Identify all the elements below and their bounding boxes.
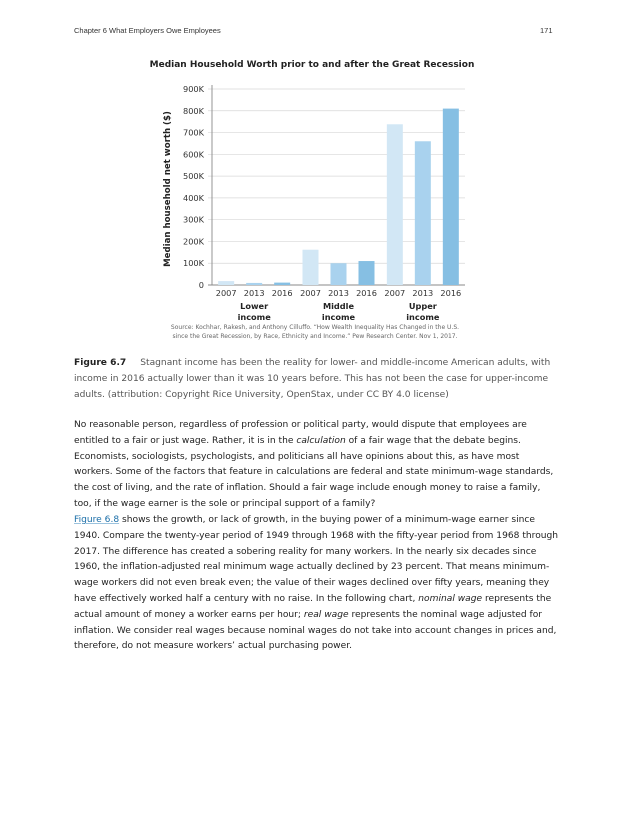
bar-upper-2013: [415, 141, 431, 285]
x-tick-label-middle-2016: 2016: [356, 288, 377, 298]
figure-6-7-chart: [150, 52, 490, 342]
paragraph2-part3: represents the nominal wage adjusted for inflation. We consider real wages because nominal wages do not take into account changes in prices and, therefore, do not measure workers’ actual purchasing power.: [74, 609, 557, 652]
y-tick-label-600K: 600K: [183, 149, 204, 160]
y-tick-label-800K: 800K: [183, 105, 204, 116]
y-tick-label-100K: 100K: [183, 258, 204, 269]
x-tick-label-lower-2013: 2013: [243, 288, 265, 298]
y-tick-label-900K: 900K: [183, 84, 204, 94]
chart-source-line2: since the Great Recession, by Race, Ethnicity and Income.” Pew Research Center. Nov 1, 2017.: [172, 333, 458, 340]
chart-title: Median Household Worth prior to and after the Great Recession: [150, 60, 475, 70]
figure-label: Figure 6.7: [74, 358, 127, 368]
bar-middle-2016: [359, 261, 375, 285]
bar-lower-2016: [274, 283, 290, 285]
paragraph2-part2: represents the actual amount of money a worker earns per hour;: [74, 593, 552, 620]
paragraph-fair-wage: [74, 418, 560, 513]
y-axis-label: Median household net worth ($): [163, 111, 173, 267]
paragraph2-part1: shows the growth, or lack of growth, in the buying power of a minimum-wage earner since 1940. Compare the twenty-year period of 1949 through 1968 with the fifty-year period from 1968 through 2017. The difference has created a sobering reality for many workers. In the nearly six decades since 1960, the inflation-adjusted real minimum wage actually declined by 23 percent. That means minimum-wage workers did not even break even; the value of their wages declined over fifty years, meaning they have effectively worked half a century with no raise. In the following chart,: [74, 515, 559, 604]
group-label-middle-line1: Middle: [322, 301, 355, 311]
figure-caption: [74, 355, 560, 403]
y-tick-label-0: 0: [198, 280, 204, 290]
y-tick-label-500K: 500K: [183, 171, 204, 182]
y-tick-label-300K: 300K: [183, 214, 204, 225]
x-tick-label-upper-2007: 2007: [384, 288, 406, 298]
y-tick-label-400K: 400K: [183, 192, 204, 203]
paragraph-minimum-wage: [74, 513, 560, 655]
group-label-middle-line2: income: [321, 312, 356, 322]
paragraph1-part2: of a fair wage that the debate begins. Economists, sociologists, psychologists, and politicians all have opinions about this, as have most workers. Some of the factors that feature in calculations are federal and state minimum-wage standards, the cost of living, and the rate of inflation. Should a fair wage include enough money to raise a family, too, if the wage earner is the sole or principal support of a family?: [74, 435, 554, 509]
x-tick-label-middle-2007: 2007: [300, 288, 321, 298]
group-label-upper-line2: income: [406, 312, 440, 322]
term-real-wage: real wage: [303, 609, 349, 620]
bar-upper-2016: [443, 109, 459, 285]
bar-lower-2013: [246, 283, 262, 285]
y-tick-label-200K: 200K: [183, 236, 204, 247]
x-tick-label-lower-2016: 2016: [271, 288, 293, 298]
figure-6-8-link[interactable]: Figure 6.8: [74, 515, 120, 525]
bar-chart-svg: [150, 52, 490, 342]
term-nominal-wage: nominal wage: [418, 593, 483, 604]
group-label-lower-line1: Lower: [240, 301, 269, 311]
chart-source-line1: Source: Kochhar, Rakesh, and Anthony Cilluffo. “How Wealth Inequality Has Changed in the U.S.: [170, 324, 460, 331]
bar-upper-2007: [387, 124, 403, 285]
x-tick-label-lower-2007: 2007: [215, 288, 237, 298]
x-tick-label-upper-2016: 2016: [440, 288, 462, 298]
x-tick-label-middle-2013: 2013: [328, 288, 349, 298]
bar-middle-2007: [303, 250, 319, 285]
paragraph1-emphasis: calculation: [296, 435, 346, 446]
figure-caption-text: Stagnant income has been the reality for lower- and middle-income American adults, with income in 2016 actually lower than it was 10 years before. This has not been the case for upper-income adults. (attribution: Copyright Rice University, OpenStax, under CC BY 4.0 license): [74, 358, 551, 400]
paragraph1-part1: No reasonable person, regardless of profession or political party, would dispute that employees are entitled to a fair or just wage. Rather, it is in the: [74, 420, 527, 446]
page-number: 171: [540, 26, 553, 35]
y-tick-label-700K: 700K: [183, 127, 204, 138]
x-tick-label-upper-2013: 2013: [412, 288, 434, 298]
bar-middle-2013: [331, 263, 347, 285]
bar-lower-2007: [218, 281, 234, 285]
running-header-chapter: Chapter 6 What Employers Owe Employees: [74, 26, 221, 35]
group-label-upper-line1: Upper: [408, 301, 437, 311]
group-label-lower-line2: income: [237, 312, 271, 322]
